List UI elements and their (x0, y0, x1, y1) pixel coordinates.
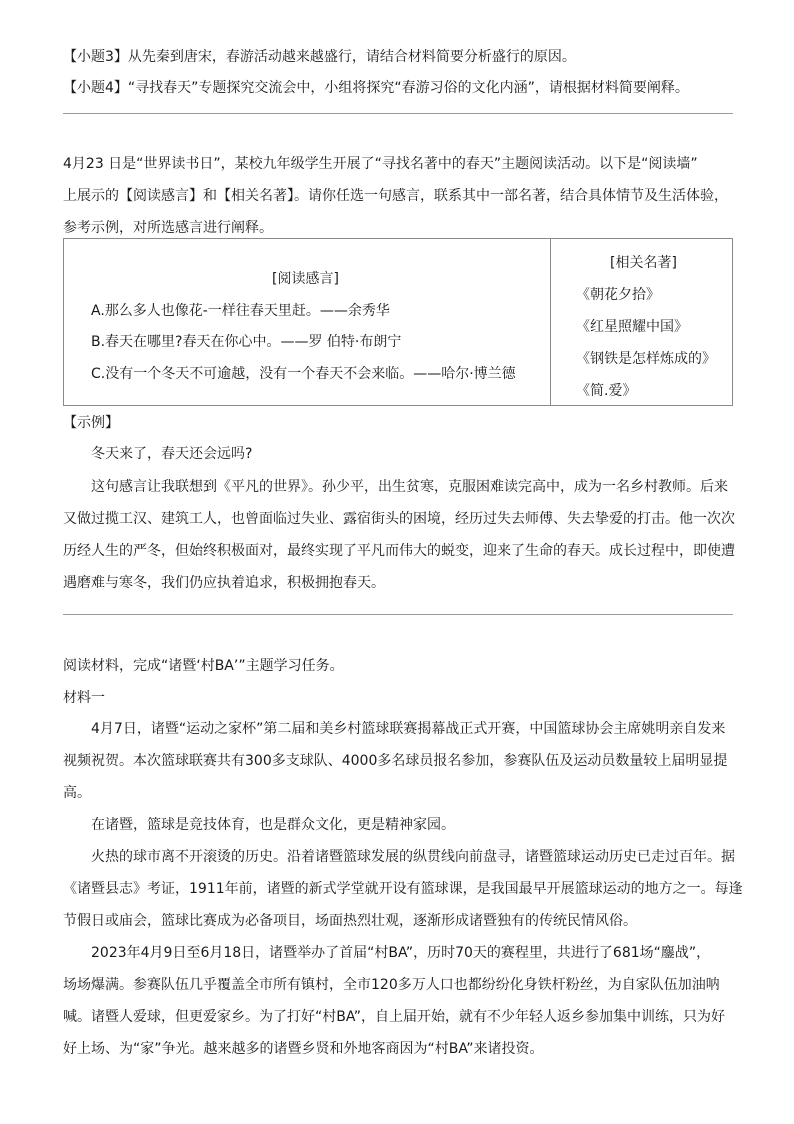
material-label: 材料一 (63, 690, 105, 706)
material-line: 火热的球市离不开滚烫的历史。沿着诸暨篮球发展的纵贯线向前盘寻，诸暨篮球运动历史已走过百年。据 (91, 849, 735, 865)
material-line: 2023年4月9日至6月18日，诸暨举办了首届“村BA”，历时70天的赛程里，共进行了681场“鏖战”， (91, 945, 711, 961)
reading-intro-line: 上展示的【阅读感言】和【相关名著】。请你任选一句感言，联系其中一部名著，结合具体情节及生活体验， (63, 188, 728, 204)
book-item: 《钢铁是怎样炼成的》 (576, 351, 716, 367)
reading-intro-line: 4月23 日是“世界读书日”，某校九年级学生开展了“寻找名著中的春天”主题阅读活动。以下是“阅读墙” (63, 156, 698, 172)
book-item: 《简.爱》 (576, 383, 637, 399)
material-line: 《诸暨县志》考证，1911年前，诸暨的新式学堂就开设有篮球课，是我国最早开展篮球运动的地方之一。每逢 (63, 881, 743, 897)
material-line: 喊。诸暨人爱球，但更爱家乡。为了打好“村BA”，自上届开始，就有不少年轻人返乡参加集中训练，只为好 (63, 1009, 725, 1025)
table-divider (550, 239, 551, 405)
book-item: 《红星照耀中国》 (576, 319, 688, 335)
example-line: 历经人生的严冬，但始终积极面对，最终实现了平凡而伟大的蜕变，迎来了生命的春天。成长过程中，即使遭 (63, 543, 735, 559)
material-task: 阅读材料，完成“诸暨‘村BA’”主题学习任务。 (63, 658, 344, 674)
material-line: 视频祝贺。本次篮球联赛共有300多支球队、4000多名球员报名参加，参赛队伍及运动员数量较上届明显提 (63, 753, 728, 769)
quote-c: C.没有一个冬天不可逾越，没有一个春天不会来临。——哈尔·博兰德 (91, 366, 516, 382)
divider-2 (63, 614, 733, 615)
divider-1 (63, 113, 733, 114)
quote-b: B.春天在哪里?春天在你心中。——罗 伯特·布朗宁 (91, 334, 402, 350)
material-line: 在诸暨，篮球是竞技体育，也是群众文化，更是精神家园。 (91, 817, 455, 833)
book-item: 《朝花夕拾》 (576, 287, 660, 303)
reading-table (63, 238, 733, 406)
example-quote: 冬天来了，春天还会远吗? (91, 446, 253, 462)
question-3: 【小题3】从先秦到唐宋，春游活动越来越盛行，请结合材料简要分析盛行的原因。 (63, 49, 576, 65)
example-line: 遇磨难与寒冬，我们仍应执着追求，积极拥抱春天。 (63, 575, 385, 591)
example-line: 这句感言让我联想到《平凡的世界》。孙少平，出生贫寒，克服困难读完高中，成为一名乡村教师。后来 (91, 479, 728, 495)
books-header: [相关名著] (610, 255, 677, 271)
material-line: 节假日或庙会，篮球比赛成为必备项目，场面热烈壮观，逐渐形成诸暨独有的传统民情风俗。 (63, 913, 637, 929)
quote-a: A.那么多人也像花-一样往春天里赶。——余秀华 (91, 303, 390, 319)
material-line: 好上场、为“家”争光。越来越多的诸暨乡贤和外地客商因为“村BA”来诸投资。 (63, 1041, 544, 1057)
material-line: 4月7日，诸暨“运动之家杯”第二届和美乡村篮球联赛揭幕战正式开赛，中国篮球协会主席姚明亲自发来 (91, 721, 726, 737)
reading-intro-line: 参考示例，对所选感言进行阐释。 (63, 220, 273, 236)
example-line: 又做过揽工汉、建筑工人，也曾面临过失业、露宿街头的困境，经历过失去师傅、失去挚爱的打击。他一次次 (63, 511, 735, 527)
material-line: 高。 (63, 785, 91, 801)
question-4: 【小题4】“寻找春天”专题探究交流会中，小组将探究“春游习俗的文化内涵”，请根据材料简要阐释。 (63, 80, 689, 96)
material-line: 场场爆满。参赛队伍几乎覆盖全市所有镇村，全市120多万人口也都纷纷化身铁杆粉丝，为自家队伍加油呐 (63, 977, 720, 993)
example-label: 【示例】 (63, 415, 119, 431)
quotes-header: [阅读感言] (272, 271, 339, 287)
